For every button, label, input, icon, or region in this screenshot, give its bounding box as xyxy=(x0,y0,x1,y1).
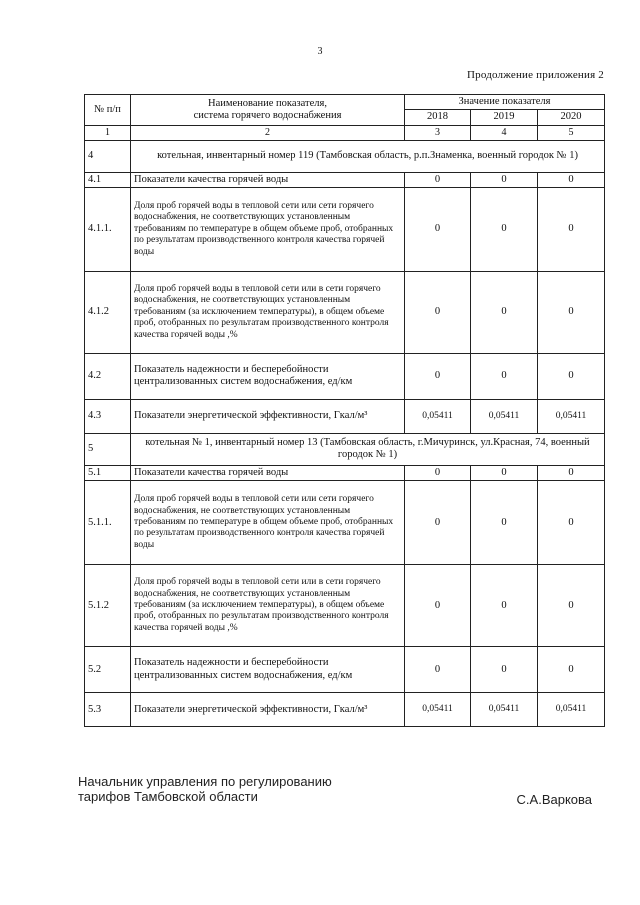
table-row xyxy=(85,465,605,480)
section-title: котельная, инвентарный номер 119 (Тамбовская область, р.п.Знаменка, военный городок № 1) xyxy=(131,140,605,172)
col-header-num: № п/п xyxy=(85,95,131,126)
value-cell: 0 xyxy=(538,271,605,353)
value-cell: 0 xyxy=(471,172,538,187)
column-number: 4 xyxy=(471,125,538,140)
value-cell: 0 xyxy=(538,353,605,399)
section-number: 5 xyxy=(85,433,131,465)
value-cell: 0,05411 xyxy=(471,399,538,433)
col-header-values: Значение показателя xyxy=(405,95,605,110)
row-number: 4.2 xyxy=(85,353,131,399)
section-row xyxy=(85,433,605,465)
value-cell: 0 xyxy=(538,565,605,647)
value-cell: 0 xyxy=(405,353,471,399)
value-cell: 0 xyxy=(538,172,605,187)
table-row xyxy=(85,693,605,727)
value-cell: 0 xyxy=(471,565,538,647)
value-cell: 0 xyxy=(471,187,538,271)
table-row xyxy=(85,172,605,187)
table-row xyxy=(85,565,605,647)
table-row xyxy=(85,271,605,353)
indicator-name: Показатели энергетической эффективности, Гкал/м³ xyxy=(131,399,405,433)
row-number: 5.1.2 xyxy=(85,565,131,647)
value-cell: 0,05411 xyxy=(405,693,471,727)
table-row xyxy=(85,187,605,271)
indicator-name: Показатель надежности и бесперебойности централизованных систем водоснабжения, ед/км xyxy=(131,353,405,399)
value-cell: 0 xyxy=(471,481,538,565)
value-cell: 0 xyxy=(471,465,538,480)
row-number: 5.2 xyxy=(85,647,131,693)
page-number: 3 xyxy=(317,46,323,57)
row-number: 5.3 xyxy=(85,693,131,727)
value-cell: 0 xyxy=(405,647,471,693)
value-cell: 0,05411 xyxy=(471,693,538,727)
col-header-name: Наименование показателя, система горячего водоснабжения xyxy=(131,95,405,126)
value-cell: 0 xyxy=(538,481,605,565)
row-number: 4.1.1. xyxy=(85,187,131,271)
indicator-name: Показатели качества горячей воды xyxy=(131,172,405,187)
col-header-year: 2018 xyxy=(405,110,471,125)
value-cell: 0 xyxy=(405,465,471,480)
indicator-name: Доля проб горячей воды в тепловой сети или в сети горячего водоснабжения, не соответствующих установленным требованиям (за исключением температуры), в общем объеме проб, отобранных по результатам производственного контроля качества горячей воды ,% xyxy=(131,271,405,353)
value-cell: 0 xyxy=(405,565,471,647)
column-number: 2 xyxy=(131,125,405,140)
value-cell: 0 xyxy=(471,647,538,693)
value-cell: 0 xyxy=(538,465,605,480)
section-title: котельная № 1, инвентарный номер 13 (Тамбовская область, г.Мичуринск, ул.Красная, 74, военный городок № 1) xyxy=(131,433,605,465)
row-number: 4.1 xyxy=(85,172,131,187)
indicators-table xyxy=(84,94,605,727)
indicator-name: Показатели качества горячей воды xyxy=(131,465,405,480)
signature-position: Начальник управления по регулированию тарифов Тамбовской области xyxy=(78,774,332,804)
value-cell: 0 xyxy=(471,353,538,399)
table-row xyxy=(85,399,605,433)
row-number: 5.1.1. xyxy=(85,481,131,565)
indicator-name: Доля проб горячей воды в тепловой сети или сети горячего водоснабжения, не соответствующих установленным требованиям по температуре в общем объеме проб, отобранных по результатам производственного контроля качества горячей воды xyxy=(131,481,405,565)
indicator-name: Доля проб горячей воды в тепловой сети или сети горячего водоснабжения, не соответствующих установленным требованиям по температуре в общем объеме проб, отобранных по результатам производственного контроля качества горячей воды xyxy=(131,187,405,271)
row-number: 4.1.2 xyxy=(85,271,131,353)
column-numbers-row xyxy=(85,125,605,140)
indicator-name: Доля проб горячей воды в тепловой сети или в сети горячего водоснабжения, не соответствующих установленным требованиям (за исключением температуры), в общем объеме проб, отобранных по результатам производственного контроля качества горячей воды ,% xyxy=(131,565,405,647)
continuation-label: Продолжение приложения 2 xyxy=(466,69,604,81)
value-cell: 0,05411 xyxy=(405,399,471,433)
section-number: 4 xyxy=(85,140,131,172)
column-number: 3 xyxy=(405,125,471,140)
value-cell: 0 xyxy=(405,481,471,565)
col-header-year: 2020 xyxy=(538,110,605,125)
signature-name: С.А.Варкова xyxy=(516,792,592,807)
value-cell: 0 xyxy=(471,271,538,353)
value-cell: 0,05411 xyxy=(538,399,605,433)
column-number: 1 xyxy=(85,125,131,140)
value-cell: 0 xyxy=(405,271,471,353)
indicator-name: Показатель надежности и бесперебойности централизованных систем водоснабжения, ед/км xyxy=(131,647,405,693)
col-header-year: 2019 xyxy=(471,110,538,125)
section-row xyxy=(85,140,605,172)
table-row xyxy=(85,353,605,399)
indicator-name: Показатели энергетической эффективности, Гкал/м³ xyxy=(131,693,405,727)
value-cell: 0 xyxy=(538,187,605,271)
value-cell: 0,05411 xyxy=(538,693,605,727)
value-cell: 0 xyxy=(405,172,471,187)
row-number: 4.3 xyxy=(85,399,131,433)
header-row xyxy=(85,95,605,110)
column-number: 5 xyxy=(538,125,605,140)
table-row xyxy=(85,647,605,693)
row-number: 5.1 xyxy=(85,465,131,480)
value-cell: 0 xyxy=(405,187,471,271)
table-row xyxy=(85,481,605,565)
value-cell: 0 xyxy=(538,647,605,693)
